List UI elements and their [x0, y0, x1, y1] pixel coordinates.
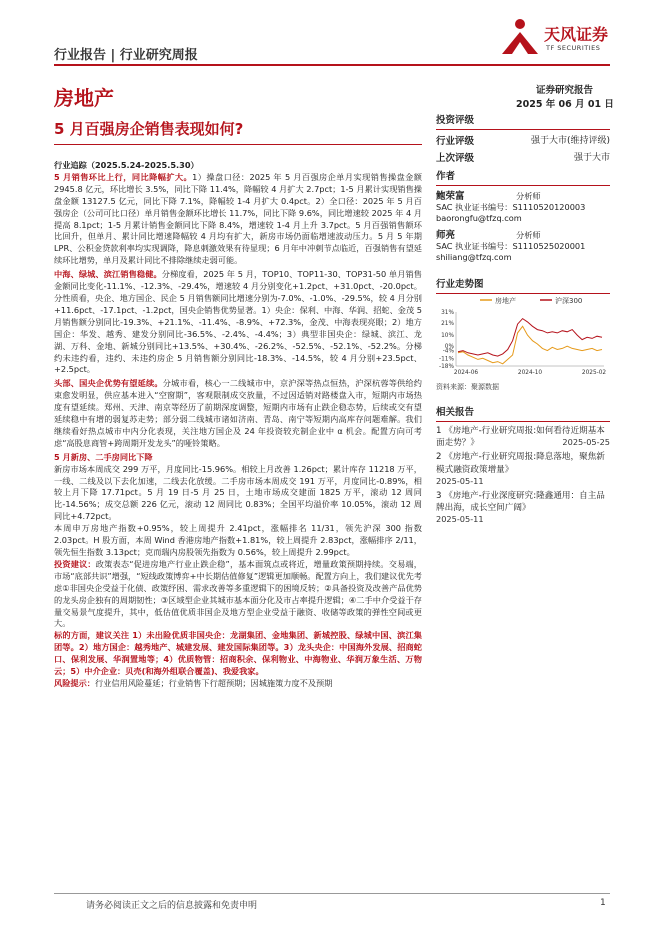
paragraph-lead: 5 月销售环比上行，同比降幅扩大。 — [54, 171, 193, 182]
paragraph-text: 分梯度看，2025 年 5 月，TOP10、TOP11-30、TOP31-50 单月销售金额同比变化-11.1%、-12.3%、-29.4%，增速较 4 月分别变化+1.2pct、+31.0pct、-20.0pct。分性质看，央企、地方国企、民企 5 月销售额同比增速分别为-7.0%、-1.0%、-29.5%，较 4 月分别+11.6pct、-17.1pct、-1.2pct，国央企销售优势显著。1）央企：保利、中海、华润、招蛇、金茂 5 月销售额分别同比-19.3%、+21.1%、-11.4%、-8.9%、+72.3%，金茂、中海表现亮眼；2）地方国企：华发、越秀、建发分别同比-36.5%、-2.4%、-4.4%；3）典型非国央企：绿城、滨江、龙湖、万科、金地、新城分别同比+13.5%、+30.4%、-26.2%、-52.5%、-52.1%、-52.2%。分梯约未违约看，违约、未违约房企 5 月销售额分别同比-18.3%、-14.5%，较 4 月分别+23.5pct、+2.5pct。 — [54, 269, 422, 375]
y-tick-label: 21% — [441, 321, 454, 328]
related-item[interactable] — [436, 425, 610, 447]
industry-trend-chart — [434, 294, 610, 378]
x-tick-label: 2024-06 — [453, 370, 479, 376]
footer-divider — [54, 893, 610, 894]
authors-panel — [436, 168, 610, 263]
report-type: 证券研究报告 — [536, 85, 594, 96]
company-logo — [498, 16, 616, 60]
series-line — [458, 326, 602, 364]
report-category: 行业报告 | 行业研究周报 — [54, 48, 198, 63]
related-title[interactable]: 2 《房地产-行业研究周报:降息落地，聚焦新模式融资政策增量》 — [436, 452, 605, 475]
paragraph-sales — [54, 172, 422, 267]
related-title[interactable]: 3 《房地产-行业深度研究:隆鑫通用：自主品牌出海，成长空间广阔》 — [436, 490, 605, 514]
legend-label: 房地产 — [495, 297, 516, 305]
related-date: 2025-05-25 — [562, 437, 610, 448]
y-tick-label: -18% — [439, 364, 454, 370]
logo-cn-text: 天风证券 — [544, 25, 609, 44]
y-tick-label: -11% — [439, 356, 454, 363]
author-role: 分析师 — [516, 230, 541, 240]
x-tick-label: 2025-02 — [581, 370, 607, 376]
author-cert: SAC 执业证书编号：S1110525020001 — [436, 241, 586, 251]
industry-rating-value: 强于大市(维持评级) — [530, 136, 610, 146]
author-role: 分析师 — [516, 191, 541, 201]
paragraph-advice — [54, 559, 422, 630]
related-title[interactable]: 1 《房地产-行业研究周报:如何看待近期基本面走势？》 — [436, 426, 605, 449]
rating-panel — [436, 112, 610, 164]
author-name: 鲍荣富 — [436, 191, 465, 202]
related-item[interactable] — [436, 451, 610, 485]
paragraph-market: 新房市场本周成交 299 万平，月度同比-15.96%。相较上月改善 1.26pct；累计库存 11218 万平，一线、二线及以下去化加速，二线去化放缓。二手房市场本周成交 191 万平，月度同比-0.89%，相较上月下降 17.71pct。5 月 19 日-5 月 25 日，土地市场成交建面 1825 万平，滚动 12 周同比-14.56%；成交总额 226 亿元，滚动 12 周同比 0.83%；全国平均溢价率 10.05%，滚动 12 周同比+4.72pct。 — [54, 463, 422, 522]
author-email[interactable]: shiliang@tfzq.com — [436, 252, 512, 262]
chart-source: 资料来源：聚源数据 — [436, 383, 499, 391]
y-tick-label: 31% — [441, 310, 454, 316]
sector-title: 房地产 — [54, 86, 114, 110]
footer-disclaimer: 请务必阅读正文之后的信息披露和免责申明 — [86, 901, 258, 911]
prev-rating-value: 强于大市 — [573, 153, 610, 163]
rating-heading: 投资评级 — [436, 115, 475, 126]
related-panel — [436, 404, 610, 524]
legend-label: 沪深300 — [555, 297, 583, 305]
industry-rating-label: 行业评级 — [436, 136, 475, 147]
logo-en-text: TF SECURITIES — [546, 44, 601, 52]
tracking-heading: 行业追踪（2025.5.24-2025.5.30） — [54, 160, 199, 170]
author-cert: SAC 执业证书编号：S1110520120003 — [436, 202, 586, 212]
report-body — [54, 160, 422, 690]
paragraph-risk — [54, 678, 422, 690]
paragraph-lead: 头部、国央企优势有望延续。 — [54, 378, 163, 389]
page-number: 1 — [600, 898, 606, 908]
header-divider — [54, 64, 610, 66]
paragraph-text: 交易端，市场“底部共识”增强，“短线政策博弈+中长期估值修复”逻辑更加顺畅。配置方向上，我们建议优先考虑①非国央企受益于化债、政策纾困、需求改善等多重逻辑下的困境反转；②具备投资及改善产品优势的龙头房企独有的周期韧性；③区域型企业其城市基本面分化及市占率提升逻辑；④二手中介受益于存量交易景气度提升，其中，低估值优质非国企及地方型企业受益于融资、收储等政策的弹性空间或更大。 — [54, 558, 422, 629]
author-name: 师亮 — [436, 230, 456, 241]
authors-divider — [436, 185, 610, 186]
title-divider — [54, 144, 422, 145]
y-tick-label: -4% — [442, 348, 454, 355]
y-tick-label: 10% — [441, 333, 454, 340]
paragraph-outlook — [54, 378, 422, 449]
y-tick-label: 0% — [444, 344, 454, 351]
report-date: 2025 年 06 月 01 日 — [516, 99, 614, 110]
paragraph-text: 分城市看，核心一二线城市中，京沪深等热点恒热，沪深杭蓉等供给约束愈发明显，供应基本进入“空窗期”，客观限制成交放量，不过因适销对路楼盘入市，短期内市场热度有望延续。郑州、天津、南京等经历了前期深度调整，短期内市场有止跌企稳态势，后续或交有望延续稳中有增的弱复苏走势；部分弱二线城市诸如济南、青岛、南宁等短期内高库存问题难解。我们继续看好热点城市中内分化表现，关注地方国企及 24 年投资较充制企业中 α 机会。配置方向可考虑“高股息商管+跨周期开发龙头”的哑铃策略。 — [54, 378, 422, 448]
report-title: 5 月百强房企销售表现如何? — [54, 120, 244, 138]
trend-heading: 行业走势图 — [436, 279, 484, 290]
related-item[interactable] — [436, 490, 610, 524]
paragraph-lead: 风险提示： — [54, 677, 95, 688]
author-2 — [436, 230, 610, 263]
related-heading: 相关报告 — [436, 407, 475, 418]
author-1 — [436, 191, 610, 224]
x-tick-label: 2024-10 — [517, 370, 543, 376]
trend-panel — [436, 276, 610, 294]
paragraph-lead: 投资建议： — [54, 558, 96, 569]
paragraph-developers — [54, 269, 422, 376]
rating-divider — [436, 129, 610, 130]
paragraph-targets — [54, 630, 422, 678]
related-date: 2025-05-11 — [436, 514, 484, 525]
paragraph-text: 1）操盘口径：2025 年 5 月百强房企单月实现销售操盘金额 2945.8 亿元，环比增长 3.5%，同比下降 11.4%，降幅较 4 月扩大 2.7pct；1-5 月累计实现销售操盘金额 13127.5 亿元，同比下降 7.1%，降幅较 1-4 月扩大 0.4pct。2）全口径：2025 年 5 月百强房企（公司可比口径）单月销售金额环比增长 11.7%，同比下降 9.6%，同比增速较 2025 年 4 月提高 8.1pct；1-5 月累计销售金额同比下降 8.4%，增速较 1-4 月上升 3.7pct。5 月百强销售额环比回升，但单月、累计同比增速降幅较 4 月均有扩大，新房市场仍面临增速波动压力。5 月 5 年期 LPR、公积金贷款利率均实现调降，降息刺激效果有待显现；6 月年中冲刺节点临近，百强销售有望延续环比增势，单月及累计同比不排除继续走弱可能。 — [54, 171, 422, 266]
paragraph-lead: 中海、绿城、滨江销售稳健。 — [54, 269, 162, 280]
paragraph-text: 行业信用风险蔓延；行业销售下行超预期；因城施策力度不及预期 — [94, 677, 333, 688]
author-email[interactable]: baorongfu@tfzq.com — [436, 213, 522, 223]
paragraph-lead: 标的方面，建议关注 1）未出险优质非国央企：龙湖集团、金地集团、新城控股、绿城中国、滨江集团等。2）地方国企：越秀地产、城建发展、建发国际集团等。3）龙头央企：中国海外发展、招商蛇口、保利发展、华润置地等；4）优质物管：招商积余、保利物业、中海物业、华润万象生活、万物云；5）中介企业：贝壳(和海外组联合覆盖)、我爱我家。 — [54, 630, 422, 677]
logo-mark-icon — [498, 16, 542, 60]
section-heading: 5 月新房、二手房同比下降 — [54, 451, 153, 462]
prev-rating-label: 上次评级 — [436, 153, 475, 164]
paragraph-index: 本周申万房地产指数+0.95%，较上周提升 2.41pct，涨幅排名 11/31，领先沪深 300 指数 2.03pct。H 股方面，本周 Wind 香港房地产指数+1.81%，较上周提升 2.83pct，涨幅排序 2/11，领先恒生指数 3.13pct；克而瑞内房股领先指数为 0.56%，较上周提升 2.99pct。 — [54, 523, 422, 557]
authors-heading: 作者 — [436, 171, 456, 182]
related-date: 2025-05-11 — [436, 475, 484, 486]
related-divider — [436, 421, 610, 422]
paragraph-text: 政策表态“促进房地产行业止跌企稳”，基本面筑点或将近，增量政策预期持续。 — [95, 558, 389, 569]
